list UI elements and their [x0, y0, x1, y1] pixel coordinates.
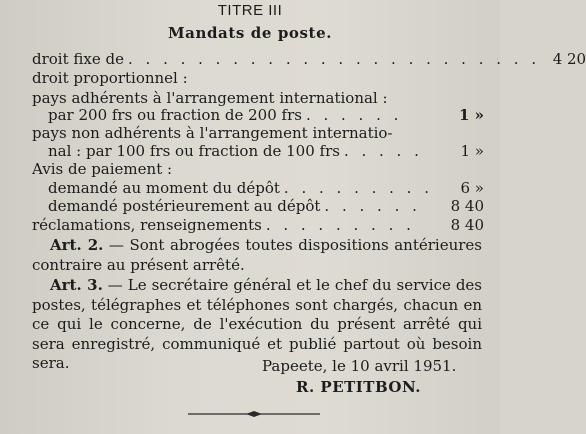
article-3-label: Art. 3. — [50, 276, 103, 294]
article-2-label: Art. 2. — [50, 236, 104, 254]
fee-row-notice-at-deposit: demandé au moment du dépôt . . . . . . . . . 6 » — [48, 179, 484, 197]
fee-row-payment-notice: Avis de paiement : — [32, 160, 173, 178]
fee-row-fixed: droit fixe de . . . . . . . . . . . . . . . . . . . . . . . . 4 20 — [32, 50, 586, 68]
fee-row-notice-after-deposit: demandé postérieurement au dépôt . . . . . . 8 40 — [48, 197, 484, 215]
fee-row-adherent-rate: par 200 frs ou fraction de 200 frs . . . . . . 1 » — [48, 106, 484, 124]
signature-name: R. PETITBON. — [296, 378, 421, 396]
closing-rule-ornament — [188, 410, 320, 418]
article-2 — [32, 236, 482, 275]
fee-row-adherent-countries: pays adhérents à l'arrangement international : — [32, 89, 388, 107]
signature-place-date: Papeete, le 10 avril 1951. — [262, 357, 457, 375]
fee-row-claims: réclamations, renseignements . . . . . . . . . 8 40 — [32, 216, 484, 234]
fee-row-proportional: droit proportionnel : — [32, 69, 188, 87]
article-2-text: — Sont abrogées toutes dispositions antérieures contraire au présent arrêté. — [32, 236, 482, 274]
article-3-text: — Le secrétaire général et le chef du service des postes, télégraphes et téléphones sont chargés, chacun en ce qui le concerne, de l'exécution du présent arrêté qui sera enregistré, communiqué et publié partout où besoin sera. — [32, 276, 483, 372]
fee-row-non-adherent-countries: pays non adhérents à l'arrangement internatio- — [32, 124, 393, 142]
fee-row-non-adherent-rate: nal : par 100 frs ou fraction de 100 frs . . . . . 1 » — [48, 142, 484, 160]
section-title: TITRE III — [217, 2, 283, 19]
section-subtitle: Mandats de poste. — [167, 24, 333, 42]
